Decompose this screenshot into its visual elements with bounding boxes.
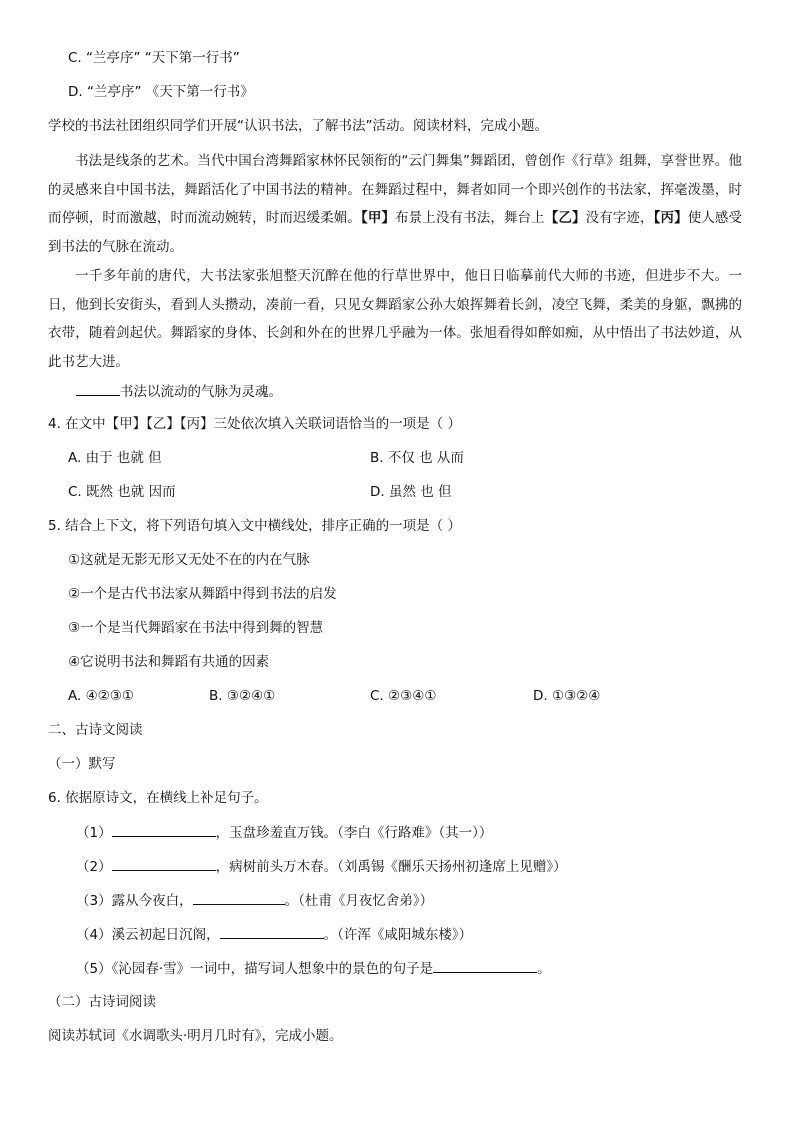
question-5-sentence-4: ④它说明书法和舞蹈有共通的因素: [68, 654, 270, 670]
question-4-option-c[interactable]: C. 既然 也就 因而: [68, 484, 176, 500]
passage-paragraph-1: 书法是线条的艺术。当代中国台湾舞蹈家林怀民领衔的“云门舞集”舞蹈团，曾创作《行草》组舞，享誉世界。他的灵感来自中国书法，舞蹈活化了中国书法的精神。在舞蹈过程中，舞者如同一个即兴创作的书法家，挥毫泼墨，时而停顿，时而激越，时而流动婉转，时而迟缓柔媚。【甲】布景上没有书法，舞台上【乙】没有字迹，【丙】使人感受到书法的气脉在流动。: [48, 153, 743, 256]
question-5-stem: 5. 结合上下文，将下列语句填入文中横线处，排序正确的一项是（ ）: [48, 518, 461, 534]
question-5-sentence-3: ③一个是当代舞蹈家在书法中得到舞的智慧: [68, 620, 324, 636]
answer-blank-2[interactable]: [112, 856, 216, 871]
question-6-item-4: （4）溪云初起日沉阁， 。（许浑《咸阳城东楼》）: [76, 924, 472, 945]
question-5-option-a[interactable]: A. ④②③①: [68, 688, 134, 704]
option-d-prev: D. “兰亭序” 《天下第一行书》: [68, 84, 254, 100]
question-5-sentence-2: ②一个是古代书法家从舞蹈中得到书法的启发: [68, 586, 337, 602]
question-6-item-5: （5）《沁园春·雪》一词中，描写词人想象中的景色的句子是 。: [76, 958, 551, 979]
passage-paragraph-3: 书法以流动的气脉为灵魂。: [76, 381, 282, 402]
answer-blank-5[interactable]: [433, 958, 537, 973]
option-c-prev: C. “兰亭序” “天下第一行书”: [68, 50, 240, 66]
passage-paragraph-2: 一千多年前的唐代，大书法家张旭整天沉醉在他的行草世界中，他日日临摹前代大师的书迹，但进步不大。一日，他到长安街头，看到人头攒动，凑前一看，只见女舞蹈家公孙大娘挥舞着长剑，凌空飞舞，柔美的身躯，飘拂的衣带，随着剑起伏。舞蹈家的身体、长剑和外在的世界几乎融为一体。张旭看得如醉如痴，从中悟出了书法妙道，从此书艺大进。: [48, 268, 742, 371]
question-6-item-1: （1） ，玉盘珍羞直万钱。（李白《行路难》（其一））: [76, 822, 492, 843]
question-5-option-b[interactable]: B. ③②④①: [209, 688, 276, 704]
answer-blank-1[interactable]: [112, 822, 216, 837]
fill-blank-line: [76, 381, 120, 396]
section-2-heading: 二、古诗文阅读: [48, 722, 143, 738]
question-4-option-a[interactable]: A. 由于 也就 但: [68, 450, 162, 466]
question-6-item-3: （3）露从今夜白， 。（杜甫《月夜忆舍弟》）: [76, 890, 433, 911]
question-5-option-c[interactable]: C. ②③④①: [370, 688, 437, 704]
answer-blank-3[interactable]: [193, 890, 285, 905]
question-4-option-b[interactable]: B. 不仅 也 从而: [370, 450, 464, 466]
answer-blank-4[interactable]: [220, 924, 324, 939]
subsection-poetry-heading: （二）古诗词阅读: [48, 994, 156, 1010]
question-5-sentence-1: ①这就是无影无形又无处不在的内在气脉: [68, 552, 310, 568]
question-4-option-d[interactable]: D. 虽然 也 但: [370, 484, 452, 500]
question-6-item-2: （2） ，病树前头万木春。（刘禹锡《酬乐天扬州初逢席上见赠》）: [76, 856, 567, 877]
subsection-dictation-heading: （一）默写: [48, 756, 116, 772]
question-4-stem: 4. 在文中【甲】【乙】【丙】三处依次填入关联词语恰当的一项是（ ）: [48, 416, 461, 432]
reading-intro: 学校的书法社团组织同学们开展“认识书法，了解书法”活动。阅读材料，完成小题。: [48, 118, 548, 134]
question-5-option-d[interactable]: D. ①③②④: [533, 688, 601, 704]
question-6-stem: 6. 依据原诗文，在横线上补足句子。: [48, 790, 268, 806]
poetry-reading-intro: 阅读苏轼词《水调歌头·明月几时有》，完成小题。: [48, 1028, 343, 1044]
